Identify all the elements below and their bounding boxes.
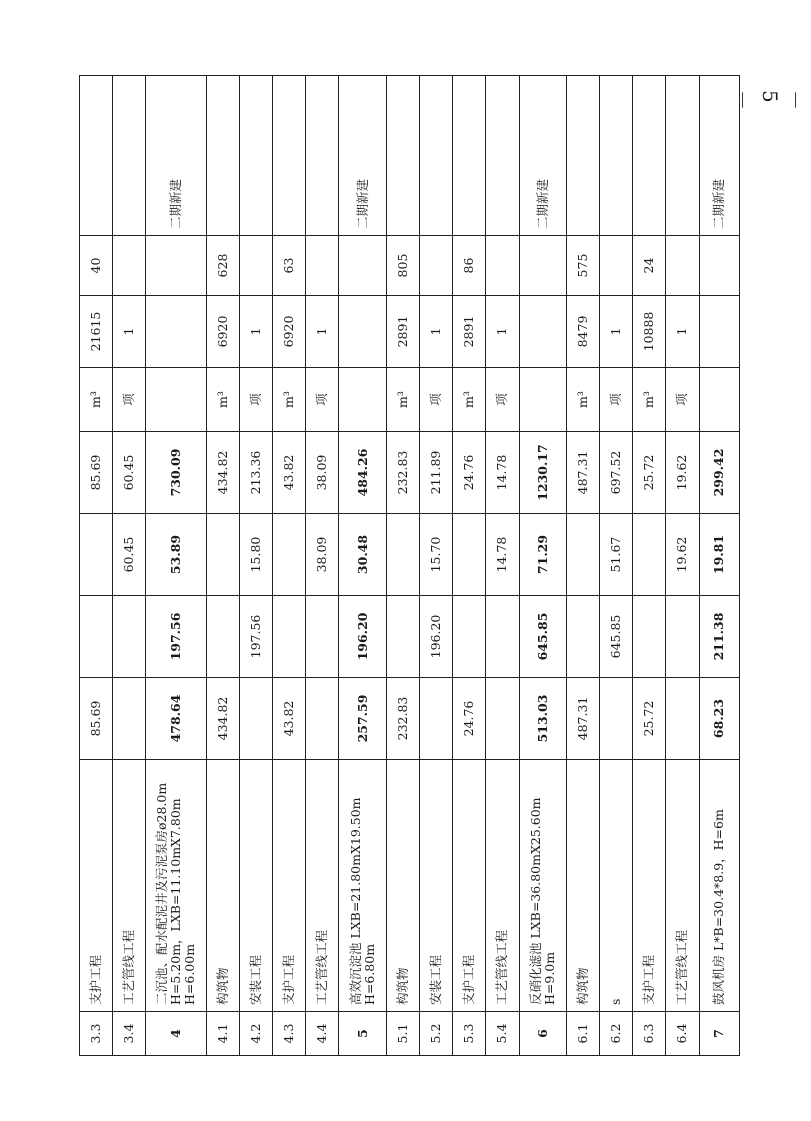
- equipment-cost-cell: [306, 596, 339, 678]
- installation-cost-cell: [80, 514, 113, 596]
- equipment-cost-cell: [453, 596, 486, 678]
- row-number-cell: 5.3: [453, 1012, 486, 1056]
- table-row: [486, 76, 519, 1056]
- remark-cell: [666, 76, 699, 236]
- installation-cost-cell: 60.45: [113, 514, 146, 596]
- installation-cost-cell: [566, 514, 599, 596]
- item-name-cell: 安装工程: [239, 760, 272, 1012]
- equipment-cost-cell: 645.85: [599, 596, 632, 678]
- total-cost-cell: 487.31: [566, 432, 599, 514]
- installation-cost-cell: 53.89: [146, 514, 206, 596]
- construction-cost-cell: [599, 678, 632, 760]
- construction-cost-cell: 478.64: [146, 678, 206, 760]
- remark-cell: 二期新建: [146, 76, 206, 236]
- unit-cell: [146, 368, 206, 432]
- total-cost-cell: 730.09: [146, 432, 206, 514]
- quantity-cell: 1: [239, 296, 272, 368]
- item-name-cell: 安装工程: [419, 760, 452, 1012]
- installation-cost-cell: 14.78: [486, 514, 519, 596]
- unit-cell: 项: [113, 368, 146, 432]
- total-cost-cell: 38.09: [306, 432, 339, 514]
- installation-cost-cell: [273, 514, 306, 596]
- quantity-cell: [519, 296, 566, 368]
- unit-price-cell: 63: [273, 236, 306, 296]
- table-row: [206, 76, 239, 1056]
- quantity-cell: 1: [486, 296, 519, 368]
- table-row: [306, 76, 339, 1056]
- construction-cost-cell: 434.82: [206, 678, 239, 760]
- remark-cell: [419, 76, 452, 236]
- quantity-cell: 2891: [453, 296, 486, 368]
- equipment-cost-cell: 211.38: [699, 596, 739, 678]
- installation-cost-cell: [633, 514, 666, 596]
- unit-price-cell: [666, 236, 699, 296]
- table-row: [453, 76, 486, 1056]
- construction-cost-cell: [666, 678, 699, 760]
- table-row: [239, 76, 272, 1056]
- row-number-cell: 6: [519, 1012, 566, 1056]
- rotated-table-wrapper: [79, 76, 740, 1056]
- total-cost-cell: 211.89: [419, 432, 452, 514]
- row-number-cell: 6.3: [633, 1012, 666, 1056]
- quantity-cell: [339, 296, 386, 368]
- unit-price-cell: 86: [453, 236, 486, 296]
- remark-cell: [206, 76, 239, 236]
- equipment-cost-cell: [486, 596, 519, 678]
- construction-cost-cell: 25.72: [633, 678, 666, 760]
- quantity-cell: 1: [666, 296, 699, 368]
- remark-cell: [453, 76, 486, 236]
- construction-cost-cell: 24.76: [453, 678, 486, 760]
- installation-cost-cell: 51.67: [599, 514, 632, 596]
- total-cost-cell: 434.82: [206, 432, 239, 514]
- row-number-cell: 6.1: [566, 1012, 599, 1056]
- installation-cost-cell: 71.29: [519, 514, 566, 596]
- unit-price-cell: 575: [566, 236, 599, 296]
- item-name-cell: 工艺管线工程: [486, 760, 519, 1012]
- remark-cell: 二期新建: [699, 76, 739, 236]
- row-number-cell: 5: [339, 1012, 386, 1056]
- installation-cost-cell: [206, 514, 239, 596]
- construction-cost-cell: [486, 678, 519, 760]
- table-row: [633, 76, 666, 1056]
- table-row: [386, 76, 419, 1056]
- item-name-cell: 工艺管线工程: [113, 760, 146, 1012]
- equipment-cost-cell: [386, 596, 419, 678]
- unit-price-cell: 24: [633, 236, 666, 296]
- row-number-cell: 4: [146, 1012, 206, 1056]
- remark-cell: [306, 76, 339, 236]
- unit-price-cell: [239, 236, 272, 296]
- total-cost-cell: 484.26: [339, 432, 386, 514]
- equipment-cost-cell: 197.56: [239, 596, 272, 678]
- equipment-cost-cell: [206, 596, 239, 678]
- item-name-cell: 反硝化滤池 LXB=36.80mX25.60m H=9.0m: [519, 760, 566, 1012]
- remark-cell: [386, 76, 419, 236]
- item-name-cell: 二沉池、配水配泥井及污泥泵房ø28.0m H=5.20m，LXB=11.10mX7.80m H=6.00m: [146, 760, 206, 1012]
- remark-cell: 二期新建: [339, 76, 386, 236]
- construction-cost-cell: [419, 678, 452, 760]
- quantity-cell: 1: [419, 296, 452, 368]
- unit-price-cell: 40: [80, 236, 113, 296]
- unit-cell: 项: [239, 368, 272, 432]
- unit-price-cell: 805: [386, 236, 419, 296]
- item-name-cell: 工艺管线工程: [306, 760, 339, 1012]
- remark-cell: [80, 76, 113, 236]
- equipment-cost-cell: [273, 596, 306, 678]
- construction-cost-cell: 257.59: [339, 678, 386, 760]
- row-number-cell: 4.4: [306, 1012, 339, 1056]
- remark-cell: 二期新建: [519, 76, 566, 236]
- item-name-cell: 构筑物: [386, 760, 419, 1012]
- unit-price-cell: [306, 236, 339, 296]
- construction-cost-cell: 513.03: [519, 678, 566, 760]
- row-number-cell: 5.2: [419, 1012, 452, 1056]
- page-number: － 5 －: [730, 90, 807, 112]
- row-number-cell: 7: [699, 1012, 739, 1056]
- total-cost-cell: 697.52: [599, 432, 632, 514]
- quantity-cell: 1: [599, 296, 632, 368]
- construction-cost-cell: [113, 678, 146, 760]
- unit-cell: 项: [419, 368, 452, 432]
- equipment-cost-cell: [633, 596, 666, 678]
- unit-price-cell: [519, 236, 566, 296]
- installation-cost-cell: 15.70: [419, 514, 452, 596]
- remark-cell: [633, 76, 666, 236]
- quantity-cell: 10888: [633, 296, 666, 368]
- table-row: [273, 76, 306, 1056]
- table-row: [80, 76, 113, 1056]
- quantity-cell: 1: [113, 296, 146, 368]
- table-row: [113, 76, 146, 1056]
- unit-cell: [519, 368, 566, 432]
- equipment-cost-cell: [113, 596, 146, 678]
- quantity-cell: [146, 296, 206, 368]
- installation-cost-cell: 30.48: [339, 514, 386, 596]
- table-row: [419, 76, 452, 1056]
- total-cost-cell: 19.62: [666, 432, 699, 514]
- total-cost-cell: 25.72: [633, 432, 666, 514]
- cost-table: [79, 75, 740, 1056]
- equipment-cost-cell: 196.20: [419, 596, 452, 678]
- total-cost-cell: 232.83: [386, 432, 419, 514]
- total-cost-cell: 14.78: [486, 432, 519, 514]
- unit-cell: m³: [80, 368, 113, 432]
- unit-cell: m³: [633, 368, 666, 432]
- unit-price-cell: [699, 236, 739, 296]
- installation-cost-cell: 38.09: [306, 514, 339, 596]
- equipment-cost-cell: [80, 596, 113, 678]
- unit-cell: m³: [273, 368, 306, 432]
- unit-price-cell: 628: [206, 236, 239, 296]
- remark-cell: [273, 76, 306, 236]
- row-number-cell: 6.4: [666, 1012, 699, 1056]
- table-row: [339, 76, 386, 1056]
- equipment-cost-cell: [666, 596, 699, 678]
- equipment-cost-cell: 645.85: [519, 596, 566, 678]
- row-number-cell: 4.1: [206, 1012, 239, 1056]
- item-name-cell: 鼓风机房 L*B=30.4*8.9，H=6m: [699, 760, 739, 1012]
- unit-cell: m³: [206, 368, 239, 432]
- item-name-cell: s: [599, 760, 632, 1012]
- equipment-cost-cell: [566, 596, 599, 678]
- unit-cell: m³: [453, 368, 486, 432]
- table-row: [666, 76, 699, 1056]
- unit-price-cell: [599, 236, 632, 296]
- installation-cost-cell: 19.81: [699, 514, 739, 596]
- total-cost-cell: 43.82: [273, 432, 306, 514]
- construction-cost-cell: 232.83: [386, 678, 419, 760]
- unit-price-cell: [419, 236, 452, 296]
- equipment-cost-cell: 197.56: [146, 596, 206, 678]
- table-row: [519, 76, 566, 1056]
- installation-cost-cell: [386, 514, 419, 596]
- remark-cell: [239, 76, 272, 236]
- row-number-cell: 4.2: [239, 1012, 272, 1056]
- quantity-cell: 2891: [386, 296, 419, 368]
- total-cost-cell: 1230.17: [519, 432, 566, 514]
- row-number-cell: 5.1: [386, 1012, 419, 1056]
- quantity-cell: [699, 296, 739, 368]
- total-cost-cell: 213.36: [239, 432, 272, 514]
- remark-cell: [566, 76, 599, 236]
- quantity-cell: 1: [306, 296, 339, 368]
- unit-price-cell: [146, 236, 206, 296]
- remark-cell: [486, 76, 519, 236]
- table-row: [699, 76, 739, 1056]
- construction-cost-cell: 85.69: [80, 678, 113, 760]
- quantity-cell: 6920: [273, 296, 306, 368]
- unit-cell: m³: [566, 368, 599, 432]
- row-number-cell: 3.4: [113, 1012, 146, 1056]
- row-number-cell: 4.3: [273, 1012, 306, 1056]
- item-name-cell: 支护工程: [80, 760, 113, 1012]
- installation-cost-cell: [453, 514, 486, 596]
- row-number-cell: 5.4: [486, 1012, 519, 1056]
- installation-cost-cell: 15.80: [239, 514, 272, 596]
- unit-cell: 项: [486, 368, 519, 432]
- unit-price-cell: [486, 236, 519, 296]
- item-name-cell: 支护工程: [273, 760, 306, 1012]
- table-row: [566, 76, 599, 1056]
- item-name-cell: 高效沉淀池 LXB=21.80mX19.50m H=6.80m: [339, 760, 386, 1012]
- table-body: [80, 76, 740, 1056]
- construction-cost-cell: [239, 678, 272, 760]
- total-cost-cell: 85.69: [80, 432, 113, 514]
- installation-cost-cell: 19.62: [666, 514, 699, 596]
- table-row: [146, 76, 206, 1056]
- item-name-cell: 支护工程: [633, 760, 666, 1012]
- total-cost-cell: 299.42: [699, 432, 739, 514]
- unit-price-cell: [113, 236, 146, 296]
- unit-cell: 项: [599, 368, 632, 432]
- unit-price-cell: [339, 236, 386, 296]
- total-cost-cell: 24.76: [453, 432, 486, 514]
- row-number-cell: 3.3: [80, 1012, 113, 1056]
- remark-cell: [113, 76, 146, 236]
- unit-cell: 项: [666, 368, 699, 432]
- item-name-cell: 构筑物: [566, 760, 599, 1012]
- item-name-cell: 工艺管线工程: [666, 760, 699, 1012]
- unit-cell: m³: [386, 368, 419, 432]
- item-name-cell: 构筑物: [206, 760, 239, 1012]
- item-name-cell: 支护工程: [453, 760, 486, 1012]
- quantity-cell: 8479: [566, 296, 599, 368]
- total-cost-cell: 60.45: [113, 432, 146, 514]
- construction-cost-cell: 43.82: [273, 678, 306, 760]
- construction-cost-cell: [306, 678, 339, 760]
- equipment-cost-cell: 196.20: [339, 596, 386, 678]
- quantity-cell: 6920: [206, 296, 239, 368]
- unit-cell: [339, 368, 386, 432]
- remark-cell: [599, 76, 632, 236]
- row-number-cell: 6.2: [599, 1012, 632, 1056]
- construction-cost-cell: 487.31: [566, 678, 599, 760]
- unit-cell: 项: [306, 368, 339, 432]
- unit-cell: [699, 368, 739, 432]
- quantity-cell: 21615: [80, 296, 113, 368]
- construction-cost-cell: 68.23: [699, 678, 739, 760]
- table-row: [599, 76, 632, 1056]
